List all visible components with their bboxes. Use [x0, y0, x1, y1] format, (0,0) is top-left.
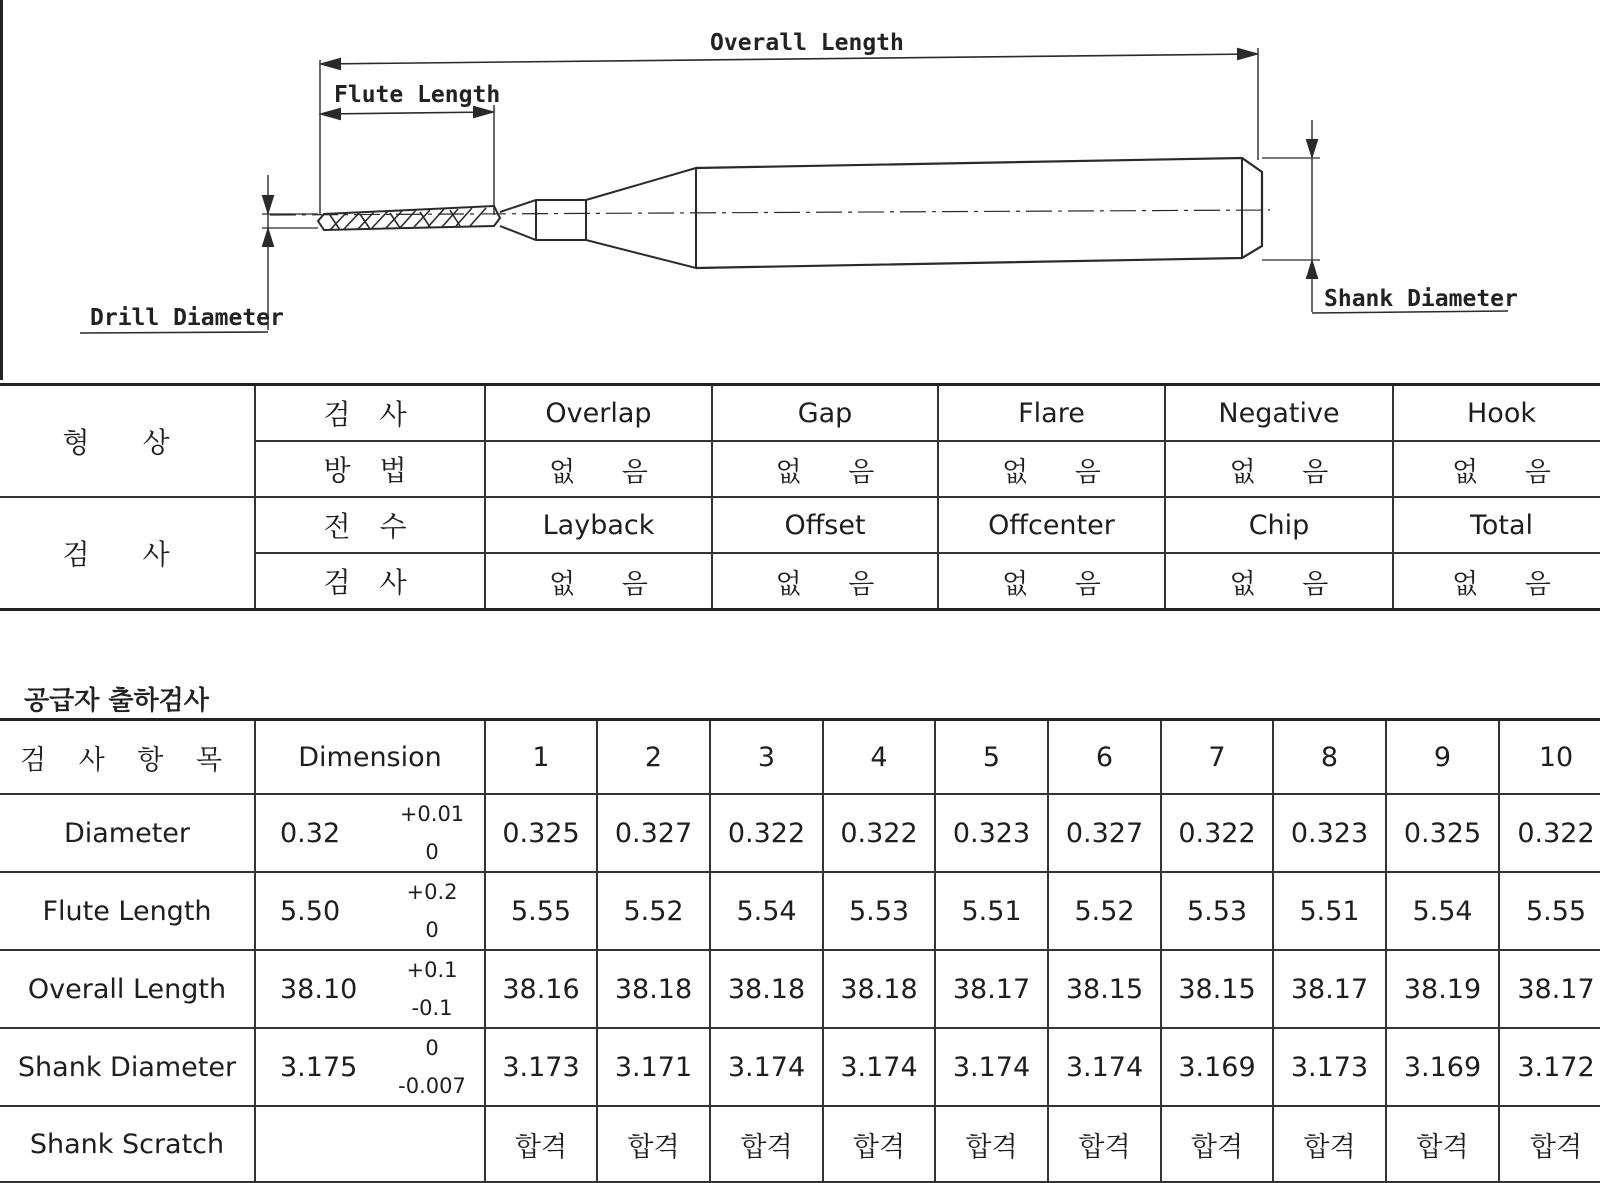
- measured-value: 3.173: [485, 1028, 597, 1106]
- header-sample: 5: [935, 720, 1048, 795]
- defect-header: Overlap: [485, 385, 712, 442]
- row-label: Shank Diameter: [0, 1028, 255, 1106]
- drill-neck: [500, 200, 586, 240]
- drill-diameter-label: Drill Diameter: [90, 305, 284, 331]
- measured-value: 합격: [1386, 1106, 1499, 1182]
- defect-header: Offcenter: [938, 497, 1165, 553]
- table-row: [0, 1028, 1600, 1106]
- table-row: [0, 872, 1600, 950]
- measured-value: 38.16: [485, 950, 597, 1028]
- measured-value: 5.55: [485, 872, 597, 950]
- tolerance-lower: 0: [425, 918, 439, 942]
- measured-value: 5.53: [823, 872, 935, 950]
- header-sample: 8: [1273, 720, 1386, 795]
- measured-value: 5.54: [1386, 872, 1499, 950]
- header-sample: 4: [823, 720, 935, 795]
- tolerance-lower: -0.1: [411, 996, 453, 1020]
- measured-value: 0.322: [1499, 794, 1600, 872]
- measured-value: 0.327: [1048, 794, 1161, 872]
- table-row: [0, 1106, 1600, 1182]
- flute-length-label: Flute Length: [334, 82, 501, 108]
- row-label: Overall Length: [0, 950, 255, 1028]
- defect-header: Layback: [485, 497, 712, 553]
- nominal-value: [255, 1106, 380, 1182]
- defect-header: Hook: [1393, 385, 1600, 442]
- measured-value: 0.323: [1273, 794, 1386, 872]
- defect-header: Chip: [1165, 497, 1393, 553]
- measured-value: 3.174: [1048, 1028, 1161, 1106]
- measured-value: 합격: [823, 1106, 935, 1182]
- inspection-row-1-header: [0, 385, 1600, 442]
- nominal-value: 5.50: [255, 872, 380, 950]
- measured-value: 0.327: [597, 794, 710, 872]
- tolerance: [380, 1028, 485, 1106]
- shape-inspection-table: [0, 383, 1600, 611]
- tolerance-upper: +0.2: [406, 880, 458, 904]
- header-sample: 1: [485, 720, 597, 795]
- measured-value: 38.15: [1048, 950, 1161, 1028]
- measured-value: 5.52: [1048, 872, 1161, 950]
- nominal-value: 3.175: [255, 1028, 380, 1106]
- tolerance: [380, 950, 485, 1028]
- header-inspection-item: 검 사 항 목: [0, 720, 255, 795]
- defect-header: Offset: [712, 497, 938, 553]
- table-header-row: [0, 720, 1600, 795]
- defect-result: 없 음: [1393, 553, 1600, 610]
- measured-value: 5.52: [597, 872, 710, 950]
- drill-technical-drawing: [0, 0, 1600, 360]
- measured-value: 0.325: [485, 794, 597, 872]
- method-label: 검 사: [255, 385, 485, 442]
- row-label: Shank Scratch: [0, 1106, 255, 1182]
- measured-value: 38.17: [1273, 950, 1386, 1028]
- measured-value: 38.18: [710, 950, 823, 1028]
- measured-value: 38.19: [1386, 950, 1499, 1028]
- defect-result: 없 음: [485, 553, 712, 610]
- tolerance-lower: 0: [425, 840, 439, 864]
- header-sample: 2: [597, 720, 710, 795]
- defect-result: 없 음: [1393, 441, 1600, 497]
- defect-header: Gap: [712, 385, 938, 442]
- shipment-inspection-table: [0, 718, 1600, 1183]
- method-label: 검 사: [255, 553, 485, 610]
- table-row: [0, 950, 1600, 1028]
- measured-value: 3.169: [1161, 1028, 1273, 1106]
- defect-result: 없 음: [938, 441, 1165, 497]
- measured-value: 합격: [1499, 1106, 1600, 1182]
- defect-result: 없 음: [1165, 553, 1393, 610]
- measured-value: 합격: [710, 1106, 823, 1182]
- tolerance-upper: 0: [425, 1036, 439, 1060]
- measured-value: 38.17: [1499, 950, 1600, 1028]
- row-label: Flute Length: [0, 872, 255, 950]
- tolerance-upper: +0.1: [406, 958, 458, 982]
- measured-value: 5.51: [935, 872, 1048, 950]
- tolerance: [380, 794, 485, 872]
- measured-value: 5.53: [1161, 872, 1273, 950]
- header-sample: 3: [710, 720, 823, 795]
- defect-result: 없 음: [712, 441, 938, 497]
- overall-length-label: Overall Length: [710, 30, 904, 56]
- side-label-shape: 형 상: [0, 385, 255, 498]
- measured-value: 0.325: [1386, 794, 1499, 872]
- measured-value: 합격: [1048, 1106, 1161, 1182]
- defect-header: Negative: [1165, 385, 1393, 442]
- header-sample: 6: [1048, 720, 1161, 795]
- measured-value: 3.174: [823, 1028, 935, 1106]
- header-sample: 9: [1386, 720, 1499, 795]
- measured-value: 0.323: [935, 794, 1048, 872]
- flute-length-dimension-line: [322, 112, 492, 114]
- measured-value: 0.322: [1161, 794, 1273, 872]
- measured-value: 3.172: [1499, 1028, 1600, 1106]
- measured-value: 3.169: [1386, 1028, 1499, 1106]
- measured-value: 38.18: [597, 950, 710, 1028]
- header-sample: 10: [1499, 720, 1600, 795]
- measured-value: 3.174: [710, 1028, 823, 1106]
- defect-header: Total: [1393, 497, 1600, 553]
- defect-header: Flare: [938, 385, 1165, 442]
- tolerance-upper: +0.01: [399, 802, 465, 826]
- measured-value: 합격: [597, 1106, 710, 1182]
- measured-value: 3.173: [1273, 1028, 1386, 1106]
- measured-value: 5.51: [1273, 872, 1386, 950]
- shipment-table-body: [0, 794, 1600, 1182]
- tolerance: [380, 872, 485, 950]
- row-label: Diameter: [0, 794, 255, 872]
- measured-value: 38.15: [1161, 950, 1273, 1028]
- header-sample: 7: [1161, 720, 1273, 795]
- nominal-value: 38.10: [255, 950, 380, 1028]
- side-label-inspection: 검 사: [0, 497, 255, 610]
- nominal-value: 0.32: [255, 794, 380, 872]
- defect-result: 없 음: [712, 553, 938, 610]
- header-dimension: Dimension: [255, 720, 485, 795]
- measured-value: 합격: [1273, 1106, 1386, 1182]
- measured-value: 합격: [1161, 1106, 1273, 1182]
- measured-value: 0.322: [823, 794, 935, 872]
- defect-result: 없 음: [938, 553, 1165, 610]
- measured-value: 합격: [485, 1106, 597, 1182]
- inspection-row-2-header: [0, 497, 1600, 553]
- drill-taper: [586, 168, 696, 268]
- section-title: 공급자 출하검사: [24, 686, 209, 716]
- shank-diameter-label: Shank Diameter: [1324, 286, 1518, 312]
- tolerance-lower: -0.007: [398, 1074, 466, 1098]
- measured-value: 38.18: [823, 950, 935, 1028]
- measured-value: 3.171: [597, 1028, 710, 1106]
- table-row: [0, 794, 1600, 872]
- measured-value: 0.322: [710, 794, 823, 872]
- measured-value: 38.17: [935, 950, 1048, 1028]
- method-label: 전 수: [255, 497, 485, 553]
- defect-result: 없 음: [485, 441, 712, 497]
- method-label: 방 법: [255, 441, 485, 497]
- defect-result: 없 음: [1165, 441, 1393, 497]
- tolerance: [380, 1106, 485, 1182]
- measured-value: 5.54: [710, 872, 823, 950]
- measured-value: 5.55: [1499, 872, 1600, 950]
- measured-value: 3.174: [935, 1028, 1048, 1106]
- measured-value: 합격: [935, 1106, 1048, 1182]
